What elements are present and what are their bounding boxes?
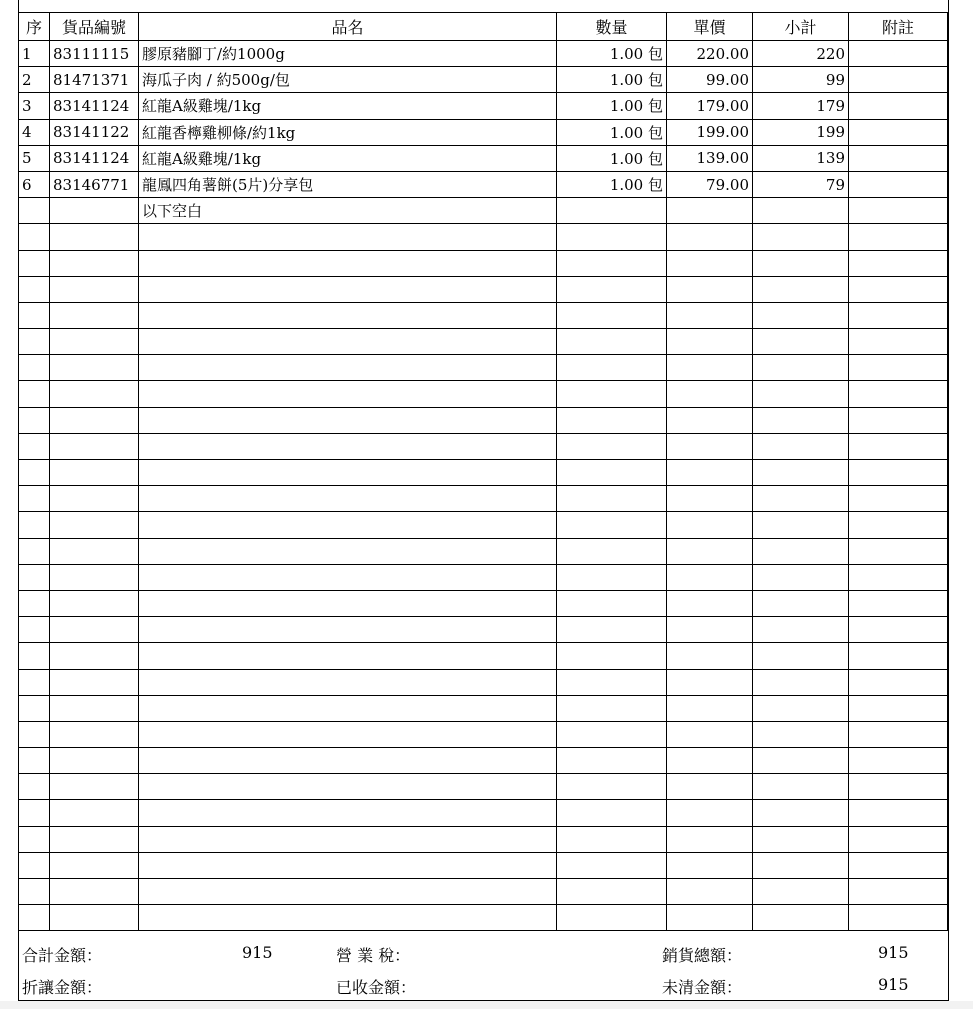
cell-note: [849, 669, 948, 695]
cell-name: [139, 329, 557, 355]
cell-name: [139, 250, 557, 276]
cell-name: [139, 486, 557, 512]
table-row: [19, 826, 948, 852]
cell-no: [19, 538, 50, 564]
cell-qty: [557, 302, 667, 328]
cell-subtotal: [753, 276, 849, 302]
table-row: [19, 538, 948, 564]
cell-price: [667, 564, 753, 590]
table-row: [19, 800, 948, 826]
cell-note: [849, 93, 948, 119]
table-row: [19, 774, 948, 800]
table-row: [19, 224, 948, 250]
cell-note: [849, 329, 948, 355]
cell-no: [19, 905, 50, 931]
cell-qty: [557, 276, 667, 302]
cell-subtotal: [753, 905, 849, 931]
cell-note: [849, 800, 948, 826]
cell-code: [50, 617, 139, 643]
cell-qty: [557, 879, 667, 905]
table-row: [19, 564, 948, 590]
cell-qty: [557, 721, 667, 747]
cell-subtotal: 99: [753, 67, 849, 93]
cell-code: [50, 355, 139, 381]
cell-qty: [557, 329, 667, 355]
table-row: [19, 145, 948, 171]
cell-note: [849, 460, 948, 486]
cell-no: [19, 381, 50, 407]
cell-code: [50, 460, 139, 486]
cell-no: [19, 329, 50, 355]
cell-price: [667, 224, 753, 250]
cell-note: [849, 852, 948, 878]
cell-note: [849, 198, 948, 224]
cell-note: [849, 774, 948, 800]
cell-no: 1: [19, 41, 50, 67]
header-price: 單價: [667, 13, 753, 41]
cell-subtotal: [753, 643, 849, 669]
cell-price: 99.00: [667, 67, 753, 93]
cell-code: [50, 748, 139, 774]
cell-price: [667, 329, 753, 355]
cell-no: [19, 460, 50, 486]
cell-name: [139, 748, 557, 774]
cell-subtotal: [753, 198, 849, 224]
cell-qty: 1.00 包: [557, 41, 667, 67]
cell-subtotal: [753, 774, 849, 800]
cell-price: [667, 355, 753, 381]
cell-no: [19, 643, 50, 669]
cell-qty: [557, 407, 667, 433]
cell-qty: [557, 198, 667, 224]
cell-note: [849, 224, 948, 250]
cell-subtotal: [753, 669, 849, 695]
cell-qty: [557, 538, 667, 564]
cell-name: [139, 669, 557, 695]
header-subtotal: 小計: [753, 13, 849, 41]
cell-code: [50, 224, 139, 250]
cell-name: [139, 826, 557, 852]
cell-note: [849, 381, 948, 407]
cell-code: [50, 381, 139, 407]
cell-no: [19, 826, 50, 852]
cell-no: [19, 407, 50, 433]
cell-subtotal: [753, 250, 849, 276]
cell-code: [50, 905, 139, 931]
cell-name: [139, 564, 557, 590]
table-row: [19, 276, 948, 302]
cell-note: [849, 486, 948, 512]
cell-code: 81471371: [50, 67, 139, 93]
cell-code: [50, 643, 139, 669]
cell-qty: [557, 250, 667, 276]
cell-note: [849, 250, 948, 276]
cell-name: 龍鳳四角薯餅(5片)分享包: [139, 171, 557, 197]
cell-subtotal: 179: [753, 93, 849, 119]
cell-name: [139, 800, 557, 826]
cell-no: [19, 250, 50, 276]
cell-name: [139, 433, 557, 459]
cell-name: [139, 407, 557, 433]
table-row: [19, 695, 948, 721]
cell-subtotal: [753, 748, 849, 774]
table-row: [19, 486, 948, 512]
cell-code: [50, 826, 139, 852]
cell-price: [667, 695, 753, 721]
table-row: [19, 250, 948, 276]
cell-price: 179.00: [667, 93, 753, 119]
cell-code: [50, 538, 139, 564]
cell-no: [19, 433, 50, 459]
cell-note: [849, 748, 948, 774]
cell-code: [50, 879, 139, 905]
cell-price: [667, 381, 753, 407]
header-name: 品名: [139, 13, 557, 41]
header-seq: 序: [19, 13, 50, 41]
table-row: [19, 905, 948, 931]
cell-no: [19, 748, 50, 774]
cell-qty: [557, 433, 667, 459]
cell-subtotal: [753, 879, 849, 905]
cell-note: [849, 355, 948, 381]
received-label: 已收金額：: [336, 978, 417, 997]
table-header: [19, 13, 948, 41]
sales-total-value: 915: [878, 943, 909, 962]
table-row: [19, 407, 948, 433]
cell-name: [139, 721, 557, 747]
table-row: [19, 721, 948, 747]
cell-code: 83141124: [50, 93, 139, 119]
table-row: [19, 748, 948, 774]
table-row: [19, 852, 948, 878]
cell-code: [50, 486, 139, 512]
cell-no: [19, 564, 50, 590]
cell-name: [139, 276, 557, 302]
cell-qty: [557, 381, 667, 407]
table-row: [19, 381, 948, 407]
cell-note: [849, 433, 948, 459]
cell-note: [849, 538, 948, 564]
cell-name: [139, 879, 557, 905]
cell-price: 139.00: [667, 145, 753, 171]
cell-note: [849, 879, 948, 905]
cell-code: [50, 407, 139, 433]
cell-price: [667, 302, 753, 328]
cell-name: [139, 852, 557, 878]
tax-label: 營 業 稅：: [336, 946, 411, 965]
cell-subtotal: [753, 512, 849, 538]
cell-no: [19, 512, 50, 538]
cell-price: [667, 250, 753, 276]
cell-note: [849, 171, 948, 197]
cell-code: [50, 250, 139, 276]
cell-price: [667, 826, 753, 852]
cell-price: [667, 512, 753, 538]
cell-code: [50, 512, 139, 538]
cell-subtotal: [753, 407, 849, 433]
cell-price: [667, 276, 753, 302]
discount-label: 折讓金額：: [22, 978, 103, 997]
cell-price: [667, 486, 753, 512]
outstanding-value: 915: [878, 975, 909, 994]
cell-name: 膠原豬腳丁/約1000g: [139, 41, 557, 67]
cell-price: [667, 879, 753, 905]
page-gap: [0, 1001, 973, 1009]
cell-code: [50, 774, 139, 800]
cell-code: 83141122: [50, 119, 139, 145]
cell-price: [667, 800, 753, 826]
cell-subtotal: [753, 433, 849, 459]
cell-qty: 1.00 包: [557, 119, 667, 145]
cell-subtotal: [753, 329, 849, 355]
cell-name: [139, 617, 557, 643]
cell-qty: [557, 224, 667, 250]
cell-code: [50, 721, 139, 747]
table-row: [19, 669, 948, 695]
cell-note: [849, 617, 948, 643]
cell-qty: [557, 695, 667, 721]
cell-code: [50, 852, 139, 878]
table-row: [19, 643, 948, 669]
cell-price: [667, 433, 753, 459]
cell-name: [139, 905, 557, 931]
cell-price: [667, 198, 753, 224]
cell-price: 199.00: [667, 119, 753, 145]
cell-name: 紅龍A級雞塊/1kg: [139, 145, 557, 171]
cell-name: 海瓜子肉 / 約500g/包: [139, 67, 557, 93]
cell-code: [50, 433, 139, 459]
cell-subtotal: [753, 486, 849, 512]
cell-subtotal: [753, 460, 849, 486]
cell-subtotal: [753, 721, 849, 747]
cell-subtotal: [753, 590, 849, 616]
cell-name: [139, 643, 557, 669]
cell-no: 6: [19, 171, 50, 197]
header-note: 附註: [849, 13, 948, 41]
cell-name: 以下空白: [139, 198, 557, 224]
table-row: [19, 355, 948, 381]
summary-section: [18, 933, 947, 1000]
cell-note: [849, 643, 948, 669]
table-row: [19, 590, 948, 616]
cell-subtotal: [753, 695, 849, 721]
cell-name: [139, 224, 557, 250]
cell-name: [139, 695, 557, 721]
cell-note: [849, 590, 948, 616]
table-row: [19, 171, 948, 197]
cell-qty: [557, 748, 667, 774]
cell-price: 220.00: [667, 41, 753, 67]
cell-qty: [557, 826, 667, 852]
cell-no: [19, 617, 50, 643]
cell-subtotal: 139: [753, 145, 849, 171]
cell-qty: 1.00 包: [557, 93, 667, 119]
cell-subtotal: [753, 617, 849, 643]
cell-no: [19, 879, 50, 905]
cell-name: 紅龍香檸雞柳條/約1kg: [139, 119, 557, 145]
cell-qty: [557, 774, 667, 800]
cell-note: [849, 564, 948, 590]
cell-qty: [557, 590, 667, 616]
cell-qty: 1.00 包: [557, 145, 667, 171]
cell-no: 2: [19, 67, 50, 93]
cell-subtotal: [753, 538, 849, 564]
cell-subtotal: [753, 800, 849, 826]
cell-price: [667, 460, 753, 486]
cell-no: [19, 590, 50, 616]
items-table: [18, 12, 948, 931]
cell-subtotal: 79: [753, 171, 849, 197]
cell-subtotal: [753, 852, 849, 878]
cell-price: 79.00: [667, 171, 753, 197]
cell-code: 83111115: [50, 41, 139, 67]
cell-price: [667, 590, 753, 616]
cell-subtotal: [753, 355, 849, 381]
cell-no: [19, 669, 50, 695]
cell-code: 83141124: [50, 145, 139, 171]
cell-qty: [557, 512, 667, 538]
cell-code: 83146771: [50, 171, 139, 197]
sales-total-label: 銷貨總額：: [662, 946, 743, 965]
cell-note: [849, 721, 948, 747]
cell-name: [139, 774, 557, 800]
cell-no: 4: [19, 119, 50, 145]
cell-name: [139, 381, 557, 407]
cell-no: [19, 852, 50, 878]
cell-qty: [557, 905, 667, 931]
cell-no: 5: [19, 145, 50, 171]
cell-qty: [557, 643, 667, 669]
cell-no: [19, 302, 50, 328]
cell-price: [667, 721, 753, 747]
cell-no: [19, 774, 50, 800]
table-row: [19, 617, 948, 643]
cell-subtotal: [753, 826, 849, 852]
cell-note: [849, 695, 948, 721]
cell-no: [19, 721, 50, 747]
cell-subtotal: [753, 564, 849, 590]
cell-price: [667, 905, 753, 931]
cell-name: [139, 512, 557, 538]
cell-qty: 1.00 包: [557, 171, 667, 197]
cell-note: [849, 512, 948, 538]
cell-qty: [557, 564, 667, 590]
table-row: [19, 512, 948, 538]
cell-code: [50, 276, 139, 302]
cell-subtotal: [753, 224, 849, 250]
outstanding-label: 未清金額：: [662, 978, 743, 997]
total-label: 合計金額：: [22, 946, 103, 965]
cell-note: [849, 826, 948, 852]
cell-price: [667, 617, 753, 643]
cell-qty: [557, 460, 667, 486]
cell-qty: [557, 355, 667, 381]
cell-qty: [557, 669, 667, 695]
cell-note: [849, 145, 948, 171]
cell-subtotal: 220: [753, 41, 849, 67]
table-row: [19, 93, 948, 119]
cell-code: [50, 564, 139, 590]
table-row: [19, 460, 948, 486]
cell-name: [139, 538, 557, 564]
cell-no: [19, 355, 50, 381]
cell-price: [667, 852, 753, 878]
cell-code: [50, 669, 139, 695]
cell-note: [849, 119, 948, 145]
cell-price: [667, 774, 753, 800]
cell-name: [139, 460, 557, 486]
cell-price: [667, 669, 753, 695]
cell-qty: [557, 617, 667, 643]
cell-no: [19, 486, 50, 512]
cell-price: [667, 748, 753, 774]
cell-no: [19, 800, 50, 826]
cell-note: [849, 67, 948, 93]
cell-code: [50, 590, 139, 616]
cell-qty: 1.00 包: [557, 67, 667, 93]
cell-subtotal: [753, 302, 849, 328]
table-row: [19, 302, 948, 328]
cell-subtotal: [753, 381, 849, 407]
cell-price: [667, 538, 753, 564]
cell-qty: [557, 486, 667, 512]
cell-qty: [557, 852, 667, 878]
cell-no: 3: [19, 93, 50, 119]
table-row: [19, 119, 948, 145]
cell-note: [849, 407, 948, 433]
cell-code: [50, 800, 139, 826]
cell-name: [139, 590, 557, 616]
cell-code: [50, 329, 139, 355]
cell-name: [139, 302, 557, 328]
cell-no: [19, 198, 50, 224]
table-row: [19, 198, 948, 224]
cell-subtotal: 199: [753, 119, 849, 145]
cell-name: [139, 355, 557, 381]
header-qty: 數量: [557, 13, 667, 41]
cell-note: [849, 302, 948, 328]
table-row: [19, 67, 948, 93]
cell-note: [849, 41, 948, 67]
table-row: [19, 433, 948, 459]
cell-no: [19, 224, 50, 250]
cell-code: [50, 302, 139, 328]
cell-note: [849, 905, 948, 931]
table-row: [19, 329, 948, 355]
total-value: 915: [242, 943, 273, 962]
cell-note: [849, 276, 948, 302]
cell-price: [667, 407, 753, 433]
cell-price: [667, 643, 753, 669]
table-row: [19, 41, 948, 67]
cell-code: [50, 695, 139, 721]
cell-name: 紅龍A級雞塊/1kg: [139, 93, 557, 119]
header-code: 貨品編號: [50, 13, 139, 41]
cell-no: [19, 276, 50, 302]
cell-no: [19, 695, 50, 721]
cell-qty: [557, 800, 667, 826]
cell-code: [50, 198, 139, 224]
table-row: [19, 879, 948, 905]
